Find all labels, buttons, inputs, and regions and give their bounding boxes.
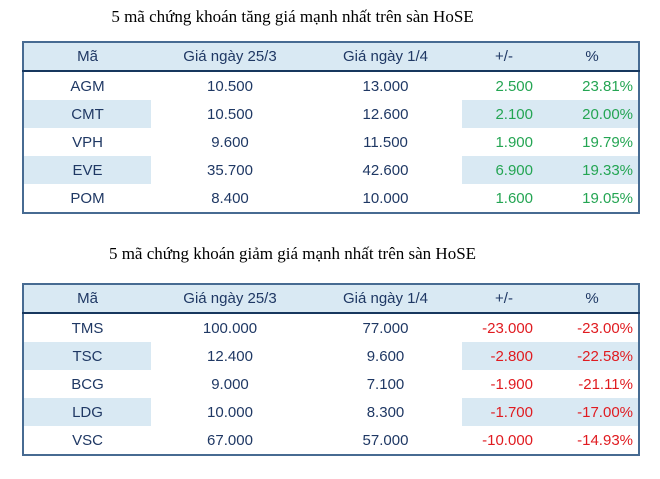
col-header-percent: % [546,284,639,313]
cell-percent: 20.00% [546,100,639,128]
gainers-title: 5 mã chứng khoán tăng giá mạnh nhất trên sàn HoSE [111,7,474,26]
cell-change: 2.500 [495,77,533,95]
cell-code: AGM [70,77,105,95]
table-row [23,398,639,426]
col-header-price-1-4: Giá ngày 1/4 [309,42,462,71]
cell-percent: 23.81% [582,77,633,95]
cell-price-1-4: 13.000 [362,77,409,95]
table-row [23,426,639,455]
cell-price-1-4: 57.000 [362,431,409,449]
table-row [23,370,639,398]
cell-price-1-4: 10.000 [362,189,409,207]
cell-change: -10.000 [482,431,533,449]
table-row [23,342,639,370]
cell-price-1-4: 11.500 [363,133,408,151]
gainers-table-body [23,71,639,213]
cell-price-1-4: 7.100 [366,375,405,393]
table-row [23,156,639,184]
col-header-change: +/- [462,42,546,71]
cell-percent: -14.93% [577,431,633,449]
cell-code: LDG [23,398,151,426]
cell-change: 1.900 [495,133,533,151]
cell-price-25-3: 12.400 [207,347,253,365]
col-header-price-25-3: Giá ngày 25/3 [151,284,309,313]
cell-price-25-3: 10.500 [207,105,253,123]
cell-price-25-3: 100.000 [202,319,258,337]
col-header-price-1-4: Giá ngày 1/4 [309,284,462,313]
cell-price-25-3: 35.700 [207,161,253,179]
cell-change: 1.600 [495,189,533,207]
cell-change: 6.900 [462,156,546,184]
cell-price-25-3: 10.500 [207,77,253,95]
cell-price-25-3: 10.000 [207,403,253,421]
cell-code: TMS [71,319,104,337]
col-header-code: Mã [23,284,151,313]
cell-price-25-3: 9.600 [211,133,249,151]
cell-percent: -21.11% [578,375,633,393]
col-header-change: +/- [462,284,546,313]
cell-code: BCG [71,375,104,393]
col-header-price-25-3: Giá ngày 25/3 [151,42,309,71]
cell-price-25-3: 8.400 [211,189,249,207]
table-row [23,71,639,100]
table-row [23,128,639,156]
cell-percent: 19.05% [582,189,633,207]
gainers-table [22,41,640,214]
table-row [23,313,639,342]
cell-code: TSC [23,342,151,370]
cell-change: -1.900 [490,375,533,393]
cell-code: VPH [72,133,103,151]
cell-code: VSC [72,431,103,449]
cell-price-1-4: 8.300 [366,403,405,421]
table-row [23,184,639,213]
header-row [23,284,639,313]
cell-percent: 19.79% [582,133,633,151]
cell-percent: 19.33% [546,156,639,184]
losers-table-body [23,313,639,455]
cell-percent: -22.58% [546,342,639,370]
col-header-code: Mã [23,42,151,71]
cell-code: EVE [23,156,151,184]
cell-price-1-4: 12.600 [362,105,409,123]
losers-table [22,283,640,456]
cell-price-1-4: 77.000 [362,319,409,337]
col-header-percent: % [546,42,639,71]
cell-change: -2.800 [462,342,546,370]
cell-price-1-4: 9.600 [366,347,405,365]
header-row [23,42,639,71]
cell-percent: -17.00% [546,398,639,426]
cell-change: -23.000 [482,319,533,337]
cell-change: -1.700 [462,398,546,426]
cell-code: POM [70,189,105,207]
cell-percent: -23.00% [577,319,633,337]
cell-price-25-3: 67.000 [207,431,253,449]
cell-change: 2.100 [462,100,546,128]
cell-code: CMT [23,100,151,128]
cell-price-25-3: 9.000 [211,375,249,393]
table-row [23,100,639,128]
cell-price-1-4: 42.600 [362,161,409,179]
losers-title: 5 mã chứng khoán giảm giá mạnh nhất trên sàn HoSE [108,244,477,263]
